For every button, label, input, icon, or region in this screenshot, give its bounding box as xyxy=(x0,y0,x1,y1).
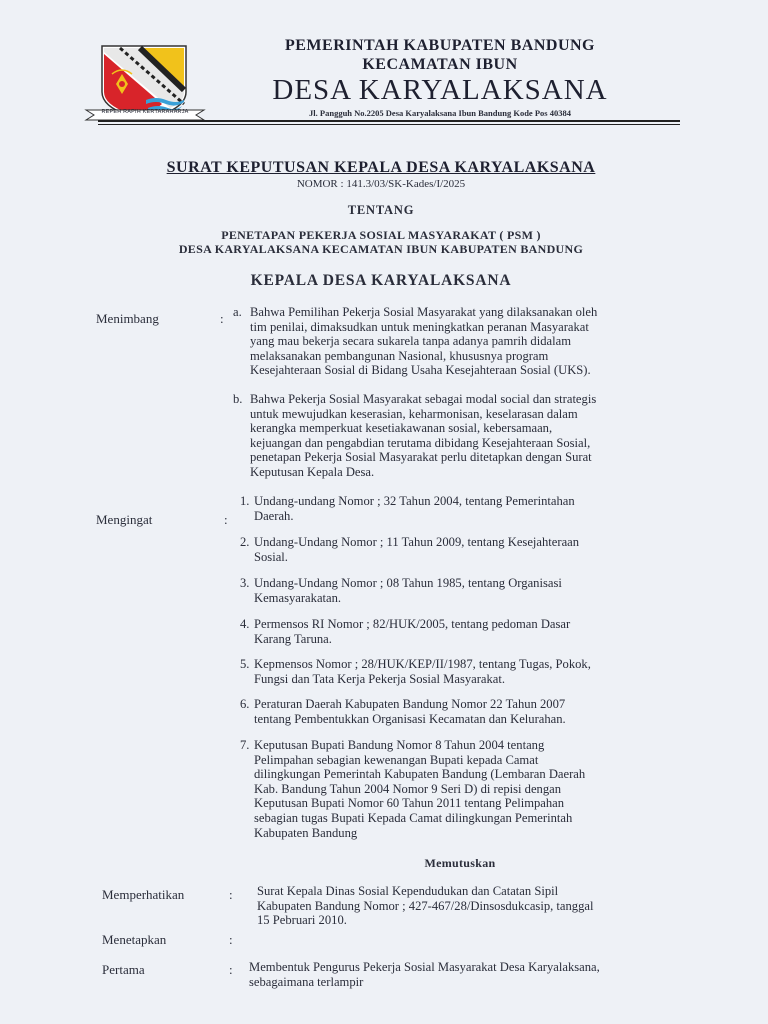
legal-basis-item-5 xyxy=(254,657,680,686)
letterhead-district: KECAMATAN IBUN xyxy=(362,56,518,73)
text-line: Kepmensos Nomor ; 28/HUK/KEP/II/1987, tentang Tugas, Pokok, xyxy=(254,657,591,671)
section-colon: : xyxy=(229,887,233,902)
section-label-pertama: Pertama xyxy=(102,962,145,977)
list-marker: b. xyxy=(233,392,243,406)
text-line: Karang Taruna. xyxy=(254,631,332,646)
text-line: Pelimpahan sebagian kewenangan Bupati kepada Camat xyxy=(254,752,539,767)
text-line: Undang-Undang Nomor ; 11 Tahun 2009, tentang Kesejahteraan xyxy=(254,535,580,549)
document-subject-line1: PENETAPAN PEKERJA SOSIAL MASYARAKAT ( PSM ) xyxy=(221,228,541,242)
list-marker: 1. xyxy=(240,494,250,508)
text-line: Keputusan Kepala Desa. xyxy=(250,464,375,479)
pertama-text xyxy=(249,960,689,989)
text-line: yang mau bekerja secara sukarela tanpa adanya pamrih didalam xyxy=(250,334,571,349)
list-marker: 7. xyxy=(240,738,250,752)
list-marker: 2. xyxy=(240,535,250,549)
document-number: NOMOR : 141.3/03/SK-Kades/I/2025 xyxy=(296,178,466,190)
text-line: Permensos RI Nomor ; 82/HUK/2005, tentang pedoman Dasar xyxy=(254,617,571,631)
letterhead-address: Jl. Pangguh No.2205 Desa Karyalaksana Ibun Bandung Kode Pos 40384 xyxy=(309,108,571,118)
text-line: Kesejahteraan Sosial di Bidang Usaha Kesejahteraan Sosial (UKS). xyxy=(250,363,591,378)
section-colon: : xyxy=(229,932,233,947)
text-line: Kemasyarakatan. xyxy=(254,590,342,605)
list-marker: 5. xyxy=(240,657,250,671)
text-line: Membentuk Pengurus Pekerja Sosial Masyarakat Desa Karyalaksana, xyxy=(249,960,600,974)
text-line: Fungsi dan Tata Kerja Pekerja Sosial Masyarakat. xyxy=(254,671,506,686)
section-colon: : xyxy=(224,512,228,527)
text-line: kejuangan dan pengabdian terutama dibidang Kesejahteraan Sosial, xyxy=(250,435,591,450)
section-colon: : xyxy=(220,311,224,326)
logo-banner-motto: REPEH RAPIH KERTARAHARJA xyxy=(101,109,189,115)
legal-basis-item-1 xyxy=(254,494,680,523)
text-line: Bahwa Pemilihan Pekerja Sosial Masyarakat yang dilaksanakan oleh xyxy=(250,305,598,319)
letterhead-divider-thin xyxy=(98,124,680,125)
section-label-menetapkan: Menetapkan xyxy=(102,932,167,947)
text-line: untuk mewujudkan keserasian, keharmonisan, keselarasan dalam xyxy=(250,406,578,421)
legal-basis-item-6 xyxy=(254,697,680,726)
text-line: tim penilai, dimaksudkan untuk meningkatkan peranan Masyarakat xyxy=(250,319,589,334)
text-line: Peraturan Daerah Kabupaten Bandung Nomor 22 Tahun 2007 xyxy=(254,697,566,711)
list-marker: 4. xyxy=(240,617,250,631)
section-label-mengingat: Mengingat xyxy=(96,512,153,527)
letterhead-government: PEMERINTAH KABUPATEN BANDUNG xyxy=(284,37,595,54)
list-marker: a. xyxy=(233,305,242,319)
text-line: Keputusan Bupati Nomor 60 Tahun 2011 tentang Pelimpahan xyxy=(254,796,565,811)
text-line: dilingkungan Pemerintah Kabupaten Bandung (Lembaran Daerah xyxy=(254,767,586,782)
letterhead-village: DESA KARYALAKSANA xyxy=(272,74,608,106)
text-line: Kab. Bandung Tahun 2004 Nomor 9 Seri D) di repisi dengan xyxy=(254,781,562,796)
text-line: Bahwa Pekerja Sosial Masyarakat sebagai modal social dan strategis xyxy=(250,392,597,406)
text-line: penetapan Pekerja Sosial Masyarakat perlu ditetapkan dengan Surat xyxy=(250,450,592,465)
text-line: Daerah. xyxy=(254,508,294,523)
text-line: Sosial. xyxy=(254,549,288,564)
text-line: Keputusan Bupati Bandung Nomor 8 Tahun 2004 tentang xyxy=(254,738,545,752)
consideration-item-a xyxy=(250,305,676,378)
letterhead-divider-thick xyxy=(98,120,680,122)
text-line: tentang Pembentukkan Organisasi Kecamatan dan Kelurahan. xyxy=(254,711,566,726)
section-label-memperhatikan: Memperhatikan xyxy=(102,887,185,902)
legal-basis-item-3 xyxy=(254,576,680,605)
legal-basis-item-4 xyxy=(254,617,680,646)
document-issuer: KEPALA DESA KARYALAKSANA xyxy=(250,272,512,289)
section-label-menimbang: Menimbang xyxy=(96,311,159,326)
legal-basis-item-7 xyxy=(254,738,680,840)
document-subject-line2: DESA KARYALAKSANA KECAMATAN IBUN KABUPATEN BANDUNG xyxy=(178,242,584,256)
document-title: SURAT KEPUTUSAN KEPALA DESA KARYALAKSANA xyxy=(166,159,596,176)
memperhatikan-text xyxy=(257,884,683,928)
text-line: 15 Pebruari 2010. xyxy=(257,913,347,928)
text-line: Undang-undang Nomor ; 32 Tahun 2004, tentang Pemerintahan xyxy=(254,494,575,508)
text-line: sebagaimana terlampir xyxy=(249,974,364,989)
text-line: sebagian tugas Bupati Kepada Camat dilingkungan Pemerintah xyxy=(254,810,573,825)
document-tentang: TENTANG xyxy=(347,203,415,217)
text-line: Undang-Undang Nomor ; 08 Tahun 1985, tentang Organisasi xyxy=(254,576,562,590)
text-line: Kabupaten Bandung xyxy=(254,825,358,840)
decision-heading: Memutuskan xyxy=(424,856,496,870)
legal-basis-item-2 xyxy=(254,535,680,564)
text-line: Surat Kepala Dinas Sosial Kependudukan dan Catatan Sipil xyxy=(257,884,559,898)
section-colon: : xyxy=(229,962,233,977)
consideration-item-b xyxy=(250,392,676,480)
text-line: melaksanakan pembangunan Nasional, khususnya program xyxy=(250,348,549,363)
list-marker: 3. xyxy=(240,576,250,590)
text-line: kerangka memperkuat kesetiakawanan sosial, kebersamaan, xyxy=(250,421,553,436)
text-line: Kabupaten Bandung Nomor ; 427-467/28/Dinsosdukcasip, tanggal xyxy=(257,898,594,913)
list-marker: 6. xyxy=(240,697,250,711)
